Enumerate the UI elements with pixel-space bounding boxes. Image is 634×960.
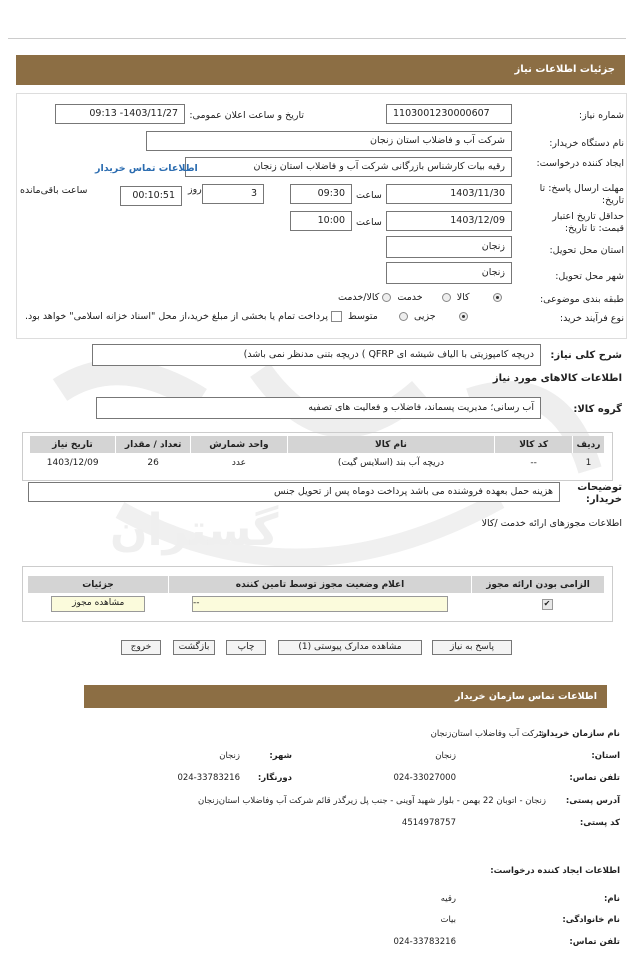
deadline-time-field: 09:30 (290, 184, 352, 204)
validity-time-label: ساعت (356, 217, 382, 228)
col-unit: واحد شمارش (191, 436, 287, 453)
summary-field: دریچه کامپوزیتی با الیاف شیشه ای QFRP ) دریچه بتنی مدنظر نمی باشد) (92, 344, 541, 366)
days-field: 3 (202, 184, 264, 204)
col-name: نام کالا (287, 436, 495, 453)
attachments-button[interactable]: مشاهده مدارک پیوستی (1) (278, 640, 422, 655)
permit-status-field[interactable]: -- (192, 596, 448, 612)
col-row: ردیف (572, 436, 604, 453)
remaining-time-field: 00:10:51 (120, 186, 182, 206)
proc-medium-radio[interactable] (399, 312, 408, 321)
view-permit-button[interactable]: مشاهده مجوز (51, 596, 145, 612)
cat-both-label: کالا/خدمت (338, 292, 380, 303)
creator-label (529, 158, 624, 170)
contact-title: اطلاعات تماس سازمان خریدار (454, 691, 597, 702)
validity-label-text: حداقل تاریخ اعتبار قیمت: تا تاریخ: (552, 211, 624, 234)
province-info-value: زنجان (435, 751, 456, 761)
goods-info-title: اطلاعات کالاهای مورد نیاز (492, 373, 622, 384)
row-code: -- (530, 458, 537, 468)
goods-table (30, 436, 605, 473)
announce-label: تاریخ و ساعت اعلان عمومی: (189, 110, 304, 121)
table-row (28, 593, 605, 615)
treasury-note: پرداخت تمام یا بخشی از مبلغ خرید،از محل "اسناد خزانه اسلامی" خواهد بود. (25, 311, 328, 322)
deadline-label-text: مهلت ارسال پاسخ: تا تاریخ: (539, 183, 624, 206)
top-divider (8, 38, 626, 39)
permits-title: اطلاعات مجوزهای ارائه خدمت /کالا (481, 518, 622, 529)
buyer-notes-field: هزینه حمل بعهده فروشنده می باشد پرداخت دوماه پس از تحویل جنس (28, 482, 560, 502)
page-title: جزئیات اطلاعات نیاز (514, 64, 615, 75)
fax-label: دورنگار: (257, 773, 292, 783)
permit-col-details: جزئیات (28, 576, 169, 593)
province-label: استان محل تحویل: (549, 245, 624, 256)
table-row (30, 453, 605, 473)
fax-value: 024-33783216 (177, 773, 240, 783)
category-options (335, 292, 502, 303)
creator-label-text: ایجاد کننده درخواست: (536, 158, 624, 169)
col-qty: تعداد / مقدار (115, 436, 190, 453)
org-value: شرکت آب وفاضلاب استان‌زنجان (430, 729, 546, 739)
creator-field: رقیه بیات کارشناس بازرگانی شرکت آب و فاضلاب استان زنجان (185, 157, 512, 177)
postal-value: 4514978757 (401, 818, 456, 828)
announce-field: 1403/11/27- 09:13 (55, 104, 185, 124)
treasury-checkbox[interactable] (331, 311, 342, 322)
page-header (16, 55, 625, 85)
province-info-label: استان: (591, 751, 620, 761)
back-button[interactable]: بازگشت (173, 640, 215, 655)
row-number: 1 (585, 458, 592, 468)
row-date: 1403/12/09 (46, 458, 99, 468)
creator-info-title: اطلاعات ایجاد کننده درخواست: (490, 866, 620, 876)
creator-phone-value: 024-33783216 (393, 937, 456, 947)
address-value: زنجان - اتوبان 22 بهمن - بلوار شهید آوینی - جنب پل زیرگذر قائم شرکت آب وفاضلاب استان‌زنجان (197, 796, 546, 806)
row-qty: 26 (147, 458, 159, 468)
validity-time-field: 10:00 (290, 211, 352, 231)
phone-label: تلفن تماس: (569, 773, 620, 783)
proc-partial-radio[interactable] (459, 312, 468, 321)
last-name-label: نام خانوادگی: (562, 915, 620, 925)
proc-medium-label: متوسط (348, 311, 378, 322)
exit-button[interactable]: خروج (121, 640, 161, 655)
city-label: شهر محل تحویل: (555, 271, 624, 282)
buyer-org-field: شرکت آب و فاضلاب استان زنجان (146, 131, 512, 151)
remaining-label: ساعت باقی‌مانده (20, 185, 88, 196)
cat-goods-label: کالا (456, 292, 470, 303)
contact-header (84, 685, 607, 708)
org-label: نام سازمان خریدار: (538, 729, 620, 739)
city-info-label: شهر: (269, 751, 292, 761)
group-field: آب رسانی؛ مدیریت پسماند، فاضلاب و فعالیت های تصفیه (96, 397, 541, 419)
city-field: زنجان (386, 262, 512, 284)
col-code: کد کالا (495, 436, 573, 453)
permit-col-status: اعلام وضعیت مجوز توسط تامین کننده (169, 576, 472, 593)
row-unit: عدد (231, 458, 246, 468)
row-name: دریچه آب بند (اسلایس گیت) (337, 458, 445, 468)
phone-value: 024-33027000 (393, 773, 456, 783)
buyer-org-label: نام دستگاه خریدار: (549, 138, 624, 149)
summary-label: شرح کلی نیاز: (550, 350, 622, 361)
proc-partial-label: جزیی (413, 311, 436, 322)
first-name-label: نام: (603, 894, 620, 904)
process-label: نوع فرآیند خرید: (559, 313, 624, 324)
category-label: طبقه بندی موضوعی: (539, 294, 624, 305)
cat-goods-radio[interactable] (493, 293, 502, 302)
deadline-label (529, 183, 624, 207)
process-options (22, 311, 468, 322)
deadline-date-field: 1403/11/30 (386, 184, 512, 204)
permit-col-required: الزامی بودن ارائه مجوز (472, 576, 605, 593)
validity-label (529, 211, 624, 235)
creator-phone-label: تلفن تماس: (569, 937, 620, 947)
cat-service-label: خدمت (397, 292, 423, 303)
group-label: گروه کالا: (573, 404, 622, 415)
province-field: زنجان (386, 236, 512, 258)
first-name-value: رقیه (440, 894, 456, 904)
cat-service-radio[interactable] (442, 293, 451, 302)
address-label: آدرس پستی: (565, 796, 620, 806)
watermark-text: گستران (110, 505, 279, 556)
postal-label: کد پستی: (579, 818, 620, 828)
need-number-field: 1103001230000607 (386, 104, 512, 124)
reply-button[interactable]: پاسخ به نیاز (432, 640, 512, 655)
permit-required-checkbox: ✔ (542, 599, 553, 610)
buyer-notes-label-text: توضیحات خریدار: (577, 482, 622, 505)
cat-both-radio[interactable] (382, 293, 391, 302)
buyer-contact-link[interactable]: اطلاعات تماس خریدار (95, 163, 198, 174)
permits-table (28, 576, 605, 615)
city-info-value: زنجان (219, 751, 240, 761)
print-button[interactable]: چاپ (226, 640, 266, 655)
last-name-value: بیات (440, 915, 456, 925)
validity-date-field: 1403/12/09 (386, 211, 512, 231)
col-date: تاریخ نیاز (30, 436, 115, 453)
need-number-label: شماره نیاز: (578, 110, 624, 121)
days-label: روز (188, 184, 202, 195)
buyer-notes-label (570, 482, 622, 506)
deadline-time-label: ساعت (356, 190, 382, 201)
